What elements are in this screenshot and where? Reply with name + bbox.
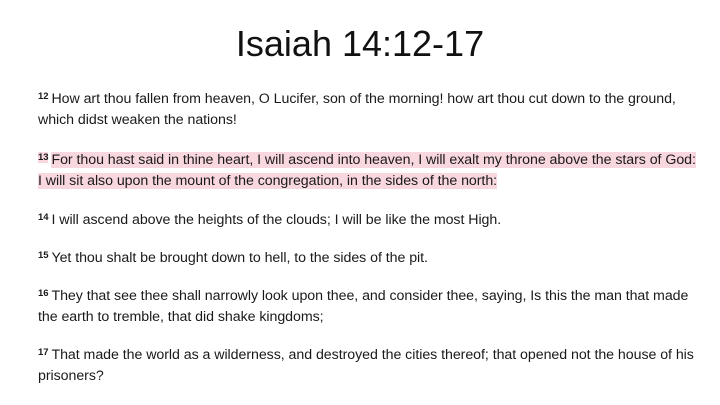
verse-number: 17 [38,347,49,358]
verse-text-highlighted: For thou hast said in thine heart, I will ascend into heaven, I will exalt my throne above the stars of God: I will sit also upon the mount of the congregation, in the sides of the north: [38,152,696,189]
verse-16 [38,283,700,328]
verse-number: 16 [38,288,49,299]
verse-number: 14 [38,212,49,223]
verse-text: That made the world as a wilderness, and destroyed the cities thereof; that opened not the house of his prisoners? [38,347,694,384]
verse-13 [38,147,700,192]
verse-text: They that see thee shall narrowly look upon thee, and consider thee, saying, Is this the man that made the earth to tremble, that did shake kingdoms; [38,288,689,325]
verse-number: 12 [38,91,49,102]
verse-12 [38,86,700,131]
verse-list [38,86,700,403]
verse-text: How art thou fallen from heaven, O Lucifer, son of the morning! how art thou cut down to the ground, which didst weaken the nations! [38,91,676,128]
verse-14 [38,207,700,231]
slide-title: Isaiah 14:12-17 [235,23,485,64]
verse-text: Yet thou shalt be brought down to hell, to the sides of the pit. [51,250,428,266]
verse-number: 15 [38,250,49,261]
verse-15 [38,245,700,269]
verse-text: I will ascend above the heights of the clouds; I will be like the most High. [51,212,502,228]
verse-17 [38,342,700,387]
verse-number: 13 [38,152,49,163]
